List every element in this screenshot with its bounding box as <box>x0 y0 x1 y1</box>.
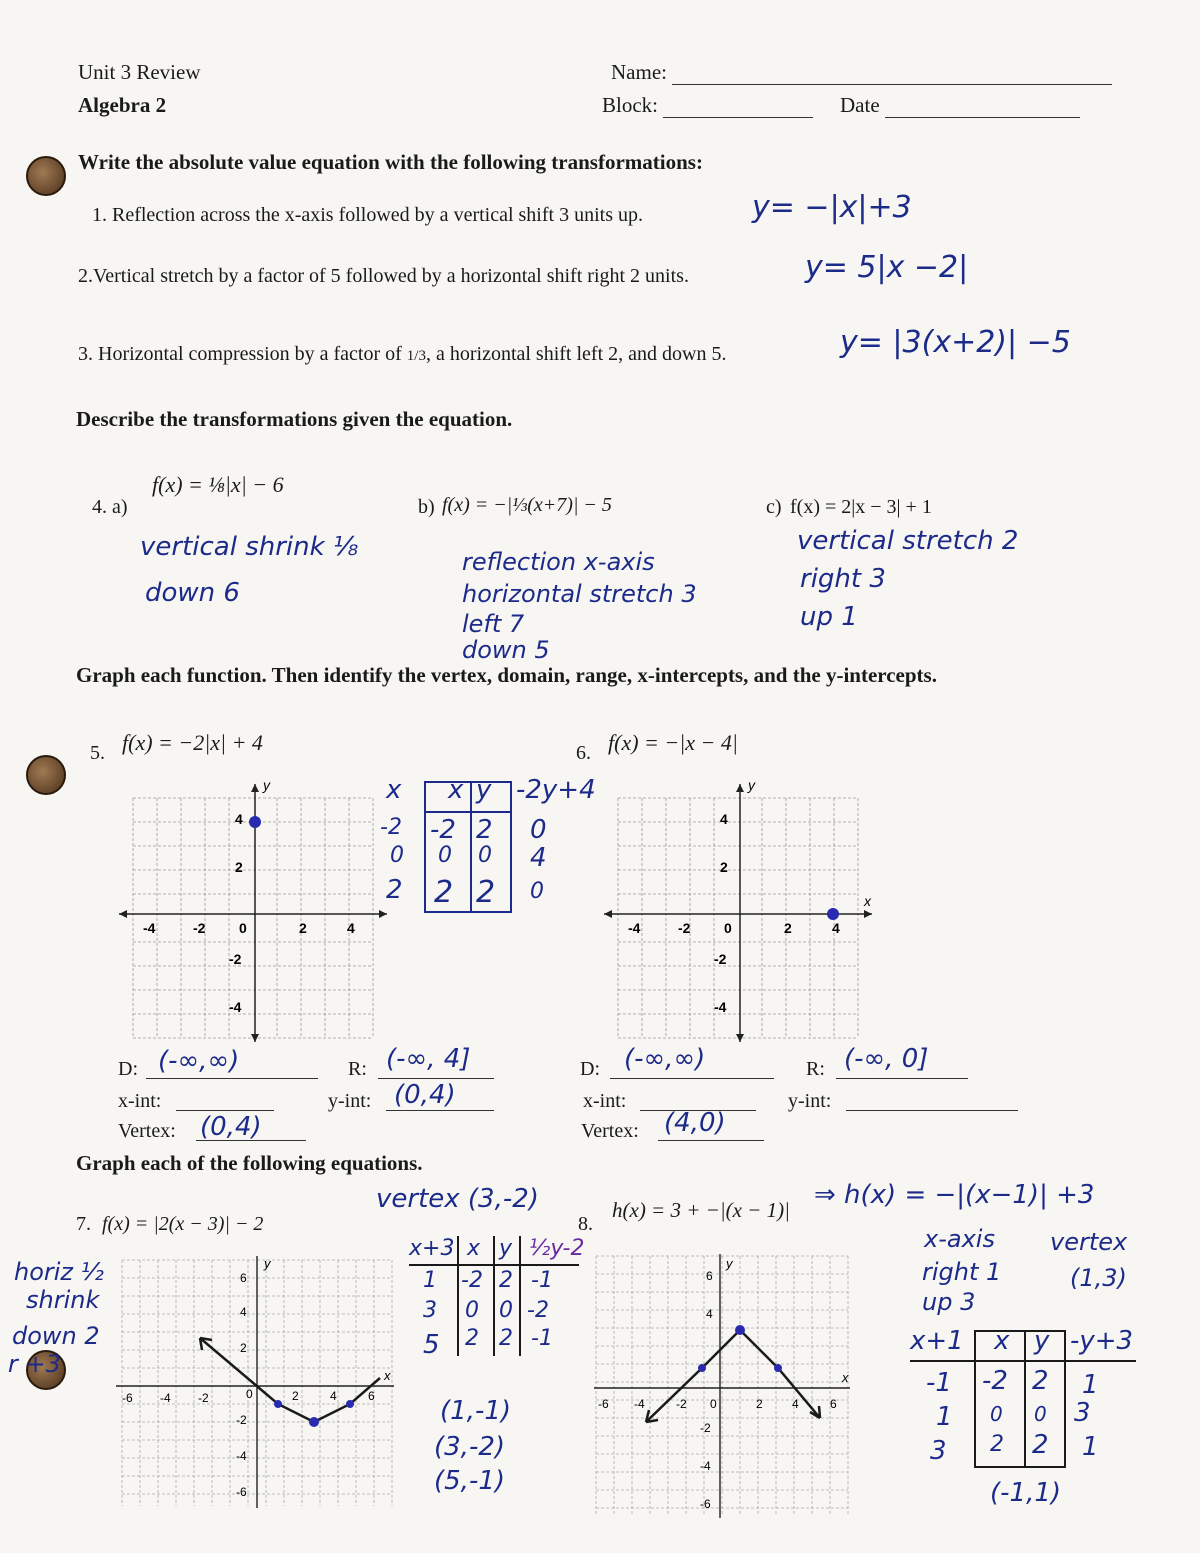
graph-7-vertex <box>309 1417 319 1427</box>
table-8-cell: 3 <box>1074 1398 1091 1428</box>
x-axis-label-6: x <box>864 893 871 909</box>
q5-domain-label: D: <box>118 1058 138 1080</box>
y-axis-label-7: y <box>264 1256 271 1271</box>
q8-point: (-1,1) <box>990 1478 1062 1508</box>
y-tick-8: -2 <box>700 1421 711 1435</box>
x-tick-7: 6 <box>368 1389 375 1403</box>
table-7-cell: 0 <box>499 1298 513 1323</box>
y-axis-label-8: y <box>726 1256 733 1271</box>
fraction-one-third: 1/3 <box>406 348 426 364</box>
table-5-head-x-outer: x <box>386 775 402 805</box>
table-5-cell: 0 <box>530 879 544 904</box>
answer-4b-line2: horizontal stretch 3 <box>462 580 697 608</box>
x-tick-5: -4 <box>143 920 156 936</box>
unit-title: Unit 3 Review <box>78 60 201 84</box>
y-tick-7: -6 <box>236 1485 247 1499</box>
q6-range-label: R: <box>806 1058 825 1080</box>
x-tick-5: 4 <box>347 920 355 936</box>
question-4c-equation: f(x) = 2|x − 3| + 1 <box>790 496 932 518</box>
y-axis-label-5: y <box>263 780 270 793</box>
q5-yint-label: y-int: <box>328 1090 372 1112</box>
q8-vertex-label: vertex <box>1050 1228 1128 1256</box>
x-tick-6: -4 <box>628 920 641 936</box>
x-tick-6: 4 <box>832 920 840 936</box>
name-label: Name: <box>611 60 1112 85</box>
table-7-cell: 2 <box>465 1326 479 1351</box>
x-axis-label-7: x <box>384 1368 391 1383</box>
table-7-cell: 0 <box>465 1298 479 1323</box>
table-5-cell: 2 <box>386 875 403 905</box>
question-2: 2.Vertical stretch by a factor of 5 followed by a horizontal shift right 2 units. <box>78 265 689 287</box>
table-5-cell: 0 <box>390 843 404 868</box>
table-7-head-x-outer: x+3 <box>409 1236 455 1261</box>
q5-domain-answer: (-∞,∞) <box>158 1046 240 1076</box>
table-8-cell: -1 <box>926 1368 952 1398</box>
x-tick-7: -4 <box>160 1391 171 1405</box>
table-5-cell: 2 <box>434 875 454 910</box>
grid-8 <box>596 1256 848 1516</box>
y-tick-6: -2 <box>714 951 727 967</box>
graph-7-point <box>346 1400 354 1408</box>
question-6-equation: f(x) = −|x − 4| <box>608 730 738 755</box>
y-tick-8: -4 <box>700 1459 711 1473</box>
table-5-head-formula: -2y+4 <box>516 775 596 805</box>
graph-8-point <box>774 1364 782 1372</box>
q7-side-note-1: horiz ½ <box>14 1258 104 1286</box>
table-7-head-formula: ½y-2 <box>529 1236 585 1261</box>
section3-title: Graph each function. Then identify the vertex, domain, range, x-intercepts, and the y-intercepts. <box>76 663 937 687</box>
table-8-head-x: x <box>994 1326 1010 1356</box>
q6-xint-label: x-int: <box>583 1090 627 1112</box>
graph-7-point <box>274 1400 282 1408</box>
q6-domain-answer: (-∞,∞) <box>624 1044 706 1074</box>
y-tick-8: -6 <box>700 1497 711 1511</box>
question-4b-equation: f(x) = −|⅓(x+7)| − 5 <box>442 494 612 516</box>
table-5-cell: 0 <box>530 815 547 845</box>
question-8-label: 8. <box>578 1213 593 1235</box>
y-tick-7: -2 <box>236 1413 247 1427</box>
table-8-head-formula: -y+3 <box>1070 1326 1134 1356</box>
q5-domain-field[interactable] <box>146 1078 318 1079</box>
x-tick-6: 2 <box>784 920 792 936</box>
answer-2: y= 5|x −2| <box>805 250 969 285</box>
block-label: Block: <box>602 93 813 118</box>
x-tick-5: -2 <box>193 920 206 936</box>
q5-range-field[interactable] <box>378 1078 494 1079</box>
q7-point-3: (5,-1) <box>434 1466 506 1496</box>
x-tick-8: 0 <box>710 1397 717 1411</box>
graph-8-point <box>698 1364 706 1372</box>
q8-note-2: right 1 <box>922 1258 1002 1286</box>
answer-4b-line1: reflection x-axis <box>462 548 655 576</box>
x-tick-5: 2 <box>299 920 307 936</box>
x-tick-8: 4 <box>792 1397 799 1411</box>
plotted-point-vertex-5 <box>249 816 261 828</box>
q5-xint-field[interactable] <box>176 1110 274 1111</box>
table-8-cell: 1 <box>936 1402 953 1432</box>
table-7-cell: 2 <box>499 1326 513 1351</box>
answer-3: y= |3(x+2)| −5 <box>840 325 1071 360</box>
y-tick-7: -4 <box>236 1449 247 1463</box>
y-tick-6: 2 <box>720 859 728 875</box>
table-5-head-x: x <box>448 775 464 805</box>
table-7-cell: 3 <box>423 1298 437 1323</box>
q5-yint-field[interactable] <box>386 1110 494 1111</box>
q7-point-1: (1,-1) <box>440 1396 512 1426</box>
table-7-head-y: y <box>499 1236 513 1261</box>
x-tick-6: 0 <box>724 920 732 936</box>
q6-vertex-field[interactable] <box>658 1140 764 1141</box>
q5-vertex-label: Vertex: <box>118 1120 176 1142</box>
y-tick-6: 4 <box>720 811 728 827</box>
graph-6 <box>600 780 885 1045</box>
q7-side-note-2: shrink <box>26 1286 100 1314</box>
question-7-equation: f(x) = |2(x − 3)| − 2 <box>102 1213 264 1235</box>
q5-yint-answer: (0,4) <box>394 1080 456 1110</box>
x-tick-8: -4 <box>634 1397 645 1411</box>
q6-range-answer: (-∞, 0] <box>844 1044 929 1074</box>
graph-5 <box>115 780 400 1045</box>
q6-yint-label: y-int: <box>788 1090 832 1112</box>
x-tick-8: -6 <box>598 1397 609 1411</box>
q5-xint-label: x-int: <box>118 1090 162 1112</box>
binder-hole-middle <box>26 755 66 795</box>
date-field[interactable] <box>885 97 1080 118</box>
q5-range-answer: (-∞, 4] <box>386 1044 471 1074</box>
answer-4c-line3: up 1 <box>800 602 858 632</box>
q8-vertex-value: (1,3) <box>1070 1264 1127 1292</box>
table-8-cell: 3 <box>930 1436 947 1466</box>
x-tick-8: -2 <box>676 1397 687 1411</box>
question-4c-label: c) <box>766 496 782 518</box>
table-7 <box>405 1236 585 1366</box>
y-tick-5: 4 <box>235 811 243 827</box>
answer-4a-line2: down 6 <box>145 578 240 608</box>
table-8-cell: 2 <box>1032 1430 1049 1460</box>
table-8-cell: 0 <box>990 1402 1003 1426</box>
x-tick-5: 0 <box>239 920 247 936</box>
table-7-cell: 2 <box>499 1268 513 1293</box>
answer-4b-line3: left 7 <box>462 610 525 638</box>
q5-vertex-answer: (0,4) <box>200 1112 262 1142</box>
table-8-cell: 0 <box>1034 1402 1047 1426</box>
course-title: Algebra 2 <box>78 93 167 117</box>
table-7-cell: -1 <box>531 1268 553 1293</box>
x-tick-8: 6 <box>830 1397 837 1411</box>
graph-8-vertex <box>735 1325 745 1335</box>
question-4a-equation: f(x) = ⅛|x| − 6 <box>152 472 284 497</box>
block-field[interactable] <box>663 97 813 118</box>
graph-8 <box>592 1252 854 1520</box>
question-5-equation: f(x) = −2|x| + 4 <box>122 730 263 755</box>
graph-7-line <box>200 1338 380 1422</box>
plotted-point-vertex-6 <box>827 908 839 920</box>
question-5-label: 5. <box>90 742 105 764</box>
question-8-equation: h(x) = 3 + −|(x − 1)| <box>612 1198 790 1222</box>
binder-hole-top <box>26 156 66 196</box>
grid-6 <box>618 798 858 1038</box>
answer-4a-line1: vertical shrink ⅛ <box>140 532 359 562</box>
section2-title: Describe the transformations given the equation. <box>76 407 513 431</box>
answer-4c-line1: vertical stretch 2 <box>797 526 1019 556</box>
y-tick-8: 4 <box>706 1307 713 1321</box>
table-7-head-x: x <box>467 1236 481 1261</box>
table-7-cell: -2 <box>527 1298 549 1323</box>
x-tick-7: -2 <box>198 1391 209 1405</box>
date-label: Date <box>840 93 1080 118</box>
name-field[interactable] <box>672 64 1112 85</box>
table-7-cell: -1 <box>531 1326 553 1351</box>
y-tick-5: -2 <box>229 951 242 967</box>
q7-side-note-3: down 2 <box>12 1322 100 1350</box>
table-5-cell: 0 <box>438 843 452 868</box>
q6-domain-field[interactable] <box>610 1078 774 1079</box>
x-tick-7: 0 <box>246 1387 253 1401</box>
y-tick-6: -4 <box>714 999 727 1015</box>
table-8-head-y: y <box>1034 1326 1050 1356</box>
table-8-cell: 2 <box>1032 1366 1049 1396</box>
table-5-cell: -2 <box>430 815 456 845</box>
table-5 <box>380 775 596 915</box>
table-5-head-y: y <box>476 775 492 805</box>
y-tick-5: 2 <box>235 859 243 875</box>
x-tick-7: -6 <box>122 1391 133 1405</box>
q6-domain-label: D: <box>580 1058 600 1080</box>
q7-point-2: (3,-2) <box>434 1432 506 1462</box>
question-4a-label: 4. a) <box>92 496 128 518</box>
x-tick-7: 4 <box>330 1389 337 1403</box>
table-8-cell: 2 <box>990 1432 1004 1457</box>
y-tick-5: -4 <box>229 999 242 1015</box>
section1-title: Write the absolute value equation with the following transformations: <box>78 150 703 174</box>
table-7-cell: 1 <box>423 1268 437 1293</box>
table-8-cell: -2 <box>982 1366 1008 1396</box>
y-tick-7: 2 <box>240 1341 247 1355</box>
grid-5 <box>133 798 373 1038</box>
y-tick-8: 6 <box>706 1269 713 1283</box>
answer-1: y= −|x|+3 <box>752 190 912 225</box>
q6-yint-field[interactable] <box>846 1110 1018 1111</box>
table-7-cell: 5 <box>423 1330 440 1360</box>
table-8 <box>910 1326 1150 1476</box>
x-axis-label-8: x <box>842 1370 849 1385</box>
q8-rewrite: ⇒ h(x) = −|(x−1)| +3 <box>814 1180 1095 1210</box>
q6-vertex-answer: (4,0) <box>664 1108 726 1138</box>
q6-range-field[interactable] <box>836 1078 968 1079</box>
question-1: 1. Reflection across the x-axis followed by a vertical shift 3 units up. <box>92 204 643 226</box>
x-tick-8: 2 <box>756 1397 763 1411</box>
y-tick-7: 6 <box>240 1271 247 1285</box>
table-8-cell: 1 <box>1082 1432 1099 1462</box>
q7-vertex-note: vertex (3,-2) <box>376 1184 539 1214</box>
table-5-cell: -2 <box>380 815 402 840</box>
answer-4b-line4: down 5 <box>462 636 550 664</box>
table-5-cell: 2 <box>476 875 496 910</box>
q7-side-note-4: r +3 <box>8 1350 61 1378</box>
section4-title: Graph each of the following equations. <box>76 1151 423 1175</box>
question-7-label: 7. <box>76 1213 91 1235</box>
x-tick-6: -2 <box>678 920 691 936</box>
x-tick-7: 2 <box>292 1389 299 1403</box>
q6-vertex-label: Vertex: <box>581 1120 639 1142</box>
answer-4c-line2: right 3 <box>800 564 886 594</box>
table-5-cell: 4 <box>530 843 547 873</box>
q5-range-label: R: <box>348 1058 367 1080</box>
table-8-head-x-outer: x+1 <box>910 1326 964 1356</box>
q8-note-3: up 3 <box>922 1288 976 1316</box>
question-6-label: 6. <box>576 742 591 764</box>
graph-7 <box>112 1252 397 1512</box>
y-tick-7: 4 <box>240 1305 247 1319</box>
q8-note-1: x-axis <box>924 1225 995 1253</box>
table-5-cell: 0 <box>478 843 492 868</box>
question-4b-label: b) <box>418 496 435 518</box>
table-5-cell: 2 <box>476 815 493 845</box>
question-3: 3. Horizontal compression by a factor of 1/3, a horizontal shift left 2, and down 5. <box>78 343 727 365</box>
table-8-cell: 1 <box>1082 1370 1099 1400</box>
table-7-cell: -2 <box>461 1268 483 1293</box>
y-axis-label-6: y <box>748 780 755 793</box>
